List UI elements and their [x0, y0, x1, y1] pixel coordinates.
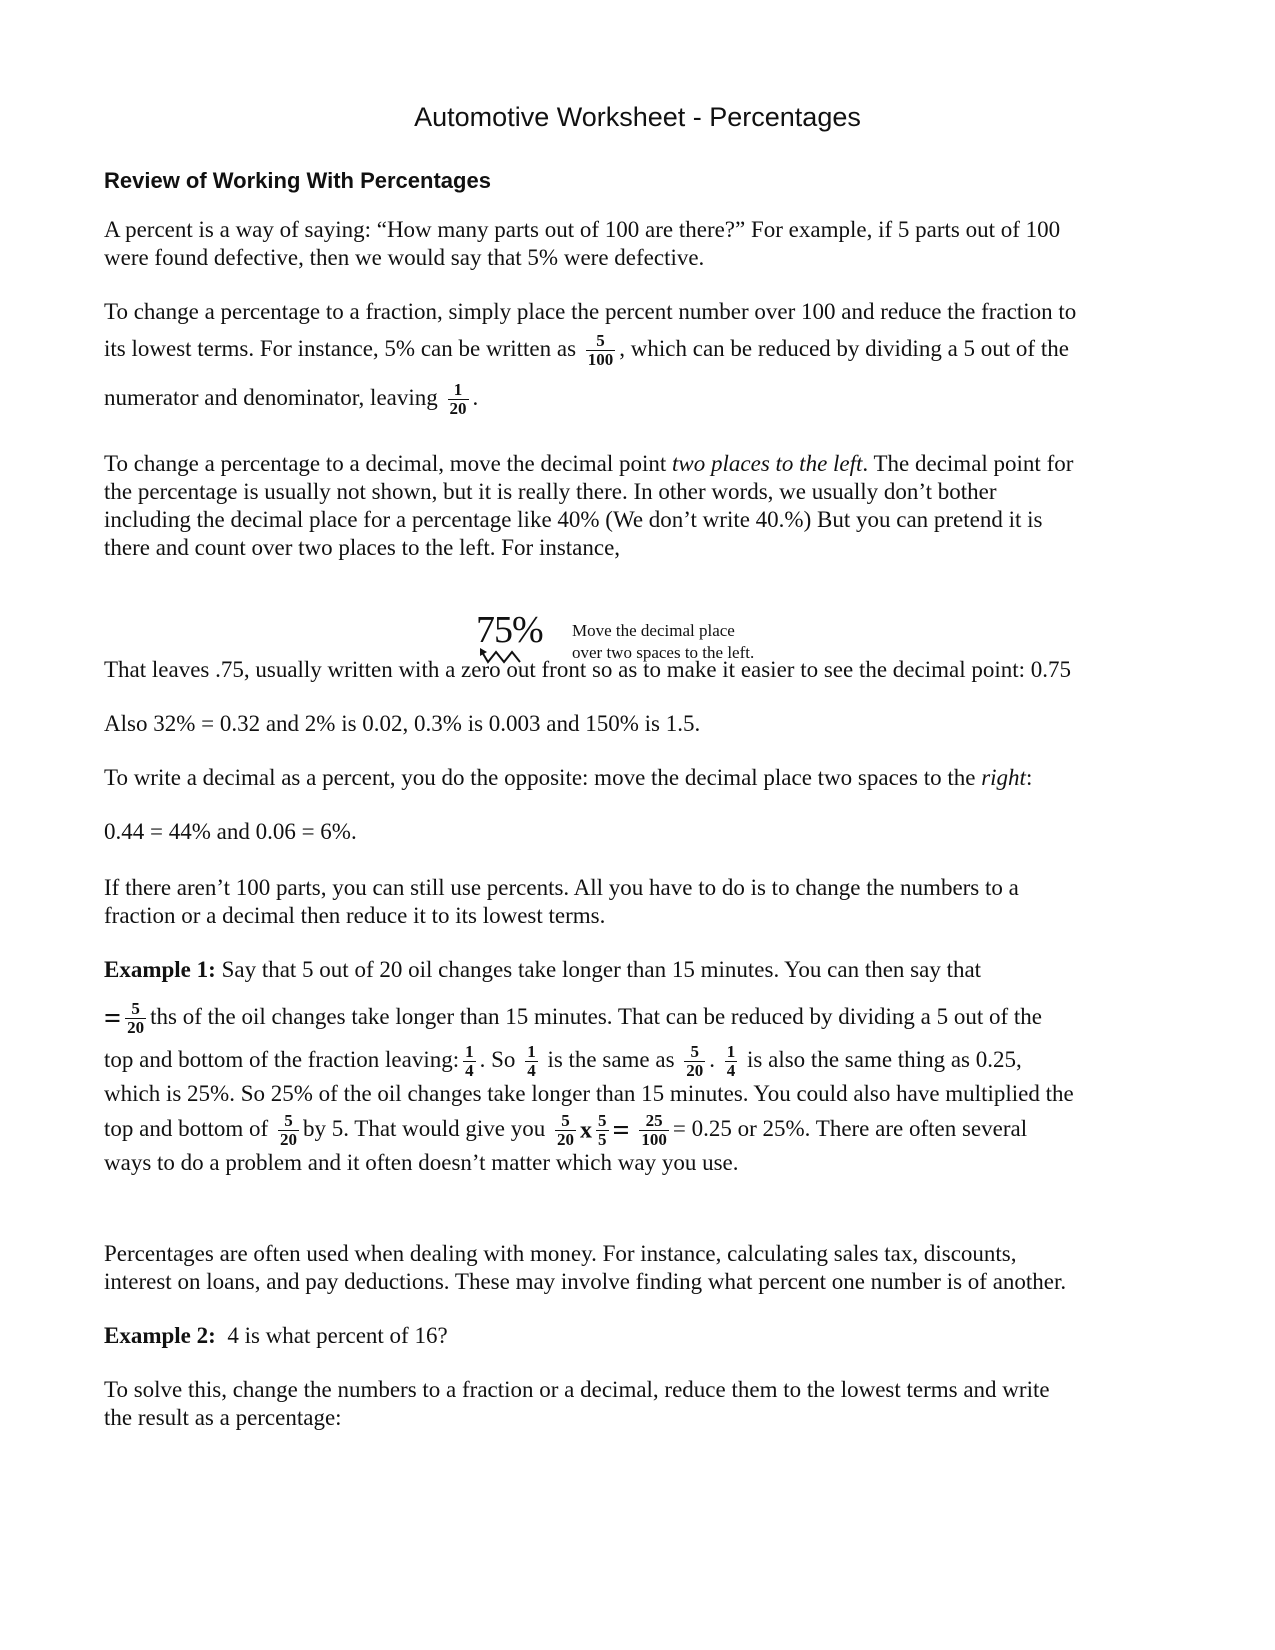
paragraph-more-examples: Also 32% = 0.32 and 2% is 0.02, 0.3% is 0.003 and 150% is 1.5. — [104, 711, 701, 736]
section-heading: Review of Working With Percentages — [104, 168, 491, 193]
text-line: top and bottom of the fraction leaving: $\frac{1}{4}$ . So $\frac{1}{4}$ is the same as $\frac{5}{20}$ . $\frac{1}{4}$ is also the same thing as 0.25, — [104, 1042, 1022, 1080]
text-line: If there aren’t 100 parts, you can still use percents. All you have to do is to change the numbers to a — [104, 875, 1019, 900]
illustration-note: Move the decimal place over two spaces to the left. — [572, 621, 755, 662]
paragraph-percent-to-fraction — [104, 298, 1184, 418]
paragraph-decimal-examples: 0.44 = 44% and 0.06 = 6%. — [104, 819, 357, 844]
paragraph-percent-definition — [104, 216, 1184, 272]
text-line: ways to do a problem and it often doesn’t matter which way you use. — [104, 1150, 739, 1175]
page-title: Automotive Worksheet - Percentages — [414, 102, 861, 132]
paragraph-leaves-decimal: That leaves .75, usually written with a zero out front so as to make it easier to see the decimal point: 0.75 — [104, 657, 1072, 682]
fraction: $\frac{1}{20}$ — [449, 380, 467, 418]
paragraph-not-100-parts — [104, 874, 1184, 930]
example-label: Example 1: — [104, 957, 216, 982]
text-line: the result as a percentage: — [104, 1405, 342, 1430]
text-line: To change a percentage to a decimal, move the decimal point two places to the left. The decimal point for — [104, 451, 1074, 476]
text-line: A percent is a way of saying: “How many parts out of 100 are there?” For example, if 5 parts out of 100 — [104, 217, 1061, 242]
percent-example: 75% — [476, 609, 543, 651]
text-line: numerator and denominator, leaving $\frac{1}{20}$ . — [104, 380, 479, 418]
text-line: fraction or a decimal then reduce it to its lowest terms. — [104, 903, 606, 928]
paragraph-money — [104, 1240, 1184, 1296]
fraction: $\frac{5}{100}$ — [587, 331, 614, 369]
text-line: there and count over two places to the left. For instance, — [104, 535, 621, 560]
text-line: Percentages are often used when dealing with money. For instance, calculating sales tax, discounts, — [104, 1241, 1017, 1266]
text-line: which is 25%. So 25% of the oil changes take longer than 15 minutes. You could also have multiplied the — [104, 1081, 1074, 1106]
example-1 — [104, 956, 1184, 1177]
text-line: = $\frac{5}{20}$ ths of the oil changes take longer than 15 minutes. That can be reduced by dividing a 5 out of the — [104, 999, 1042, 1037]
text-line: were found defective, then we would say that 5% were defective. — [104, 245, 705, 270]
example-label: Example 2: — [104, 1323, 216, 1348]
paragraph-solve — [104, 1376, 1184, 1432]
text-line: Example 1: Say that 5 out of 20 oil changes take longer than 15 minutes. You can then say that — [104, 957, 982, 982]
example-2: Example 2: 4 is what percent of 16? — [104, 1323, 448, 1348]
text-line: To solve this, change the numbers to a fraction or a decimal, reduce them to the lowest terms and write — [104, 1377, 1050, 1402]
text-line: the percentage is usually not shown, but it is really there. In other words, we usually don’t bother — [104, 479, 997, 504]
text-line: its lowest terms. For instance, 5% can be written as $\frac{5}{100}$ , which can be reduced by dividing a 5 out of the — [104, 331, 1069, 369]
text-line: To change a percentage to a fraction, simply place the percent number over 100 and reduce the fraction to — [104, 299, 1077, 324]
paragraph-percent-to-decimal — [104, 450, 1184, 562]
text-line: including the decimal place for a percentage like 40% (We don’t write 40.%) But you can pretend it is — [104, 507, 1043, 532]
paragraph-decimal-to-percent: To write a decimal as a percent, you do the opposite: move the decimal place two spaces to the right: — [104, 765, 1033, 790]
text-line: top and bottom of $\frac{5}{20}$ by 5. That would give you $\frac{5}{20}$ x $\frac{5}{5}$ = $\frac{25}{100}$ = 0.25 or 25%. There are often several — [104, 1111, 1028, 1149]
text-line: interest on loans, and pay deductions. These may involve finding what percent one number is of another. — [104, 1269, 1067, 1294]
